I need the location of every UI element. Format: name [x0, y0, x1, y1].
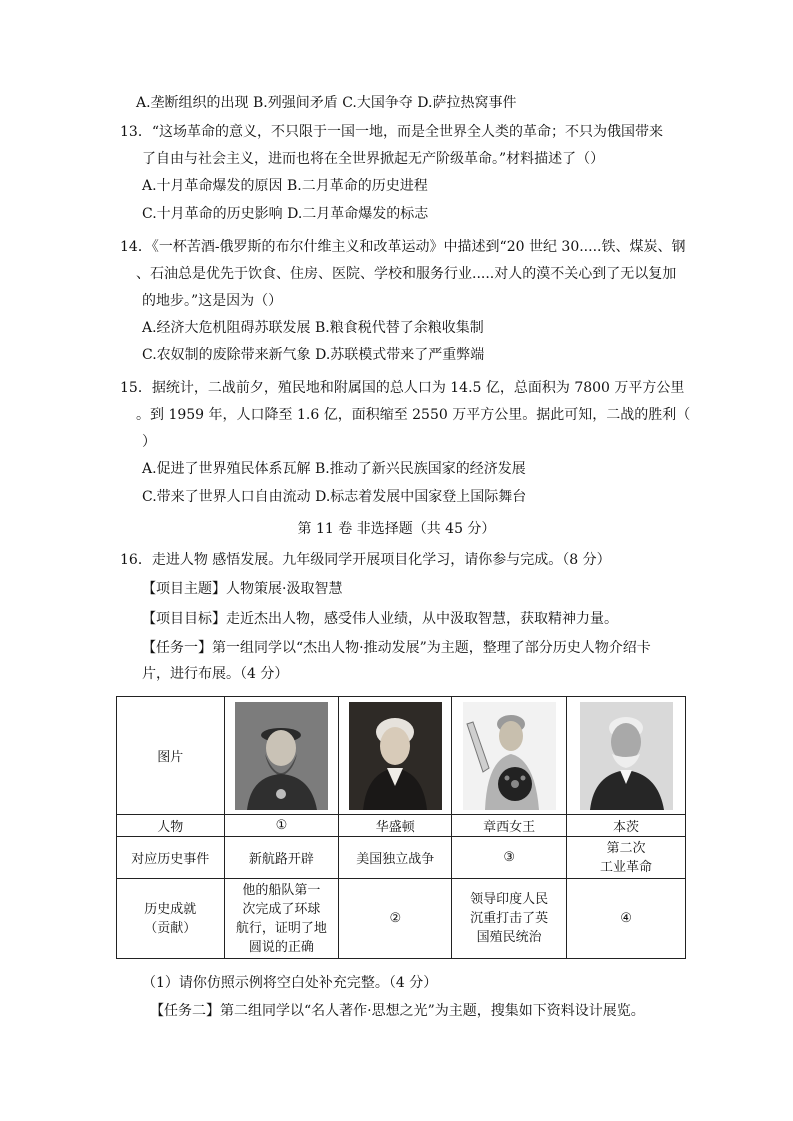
benz-portrait — [580, 702, 673, 810]
ach3-line2: 沉重打击了英 — [470, 911, 549, 926]
event-blank-3: ③ — [452, 837, 567, 879]
event-second-industrial-revolution — [567, 837, 686, 879]
q16-task1-line2: 片，进行布展。（4 分） — [142, 666, 289, 682]
event4-line1: 第二次 — [606, 840, 646, 856]
ach1-line1: 他的船队第一 — [242, 882, 321, 898]
people-card-table — [116, 696, 686, 959]
table-row-people — [117, 815, 686, 837]
q14-stem-line2: 、石油总是优先于饮食、住房、医院、学校和服务行业.....对人的漠不关心到了无以复加 — [136, 266, 677, 282]
q15-options-line1: A.促进了世界殖民体系瓦解 B.推动了新兴民族国家的经济发展 — [142, 461, 526, 477]
row-label-people: 人物 — [117, 815, 225, 837]
q12-options: A.垄断组织的出现 B.列强间矛盾 C.大国争夺 D.萨拉热窝事件 — [136, 95, 517, 111]
portrait-cell-3 — [452, 697, 567, 815]
q16-goal: 【项目目标】走近杰出人物，感受伟人业绩，从中汲取智慧，获取精神力量。 — [142, 611, 618, 627]
event-us-independence: 美国独立战争 — [339, 837, 452, 879]
row-label-images: 图片 — [117, 697, 225, 815]
q14-stem-line1: 14．《一杯苦酒-俄罗斯的布尔什维主义和改革运动》中描述到“20 世纪 30.....铁、煤炭、钢 — [120, 239, 686, 255]
achievement-rani — [452, 879, 567, 959]
q15-options-line2: C.带来了世界人口自由流动 D.标志着发展中国家登上国际舞台 — [142, 489, 527, 505]
person-benz: 本茨 — [567, 815, 686, 837]
ach1-line4: 圆说的正确 — [248, 939, 314, 955]
event4-line2: 工业革命 — [600, 859, 653, 875]
q15-stem-line3: ） — [142, 434, 156, 450]
q14-options-line2: C.农奴制的废除带来新气象 D.苏联模式带来了严重弊端 — [142, 347, 485, 363]
person-rani: 章西女王 — [452, 815, 567, 837]
rani-portrait — [463, 702, 556, 810]
q15-stem-line1: 15．据统计，二战前夕，殖民地和附属国的总人口为 14.5 亿，总面积为 7800 万平方公里 — [120, 380, 685, 396]
achievement-label-line1: 历史成就 — [144, 901, 197, 917]
achievement-blank-4: ④ — [567, 879, 686, 959]
portrait-cell-2 — [339, 697, 452, 815]
q15-stem-line2: 。到 1959 年，人口降至 1.6 亿，面积缩至 2550 万平方公里。据此可知，二战的胜利（ — [136, 407, 691, 423]
person-blank-1: ① — [224, 815, 339, 837]
achievement-blank-2: ② — [339, 879, 452, 959]
portrait-cell-1 — [224, 697, 339, 815]
row-label-achievements — [117, 879, 225, 959]
q16-stem: 16．走进人物 感悟发展。九年级同学开展项目化学习，请你参与完成。（8 分） — [120, 552, 611, 568]
row-label-events: 对应历史事件 — [117, 837, 225, 879]
q13-options-line1: A.十月革命爆发的原因 B.二月革命的历史进程 — [142, 178, 428, 194]
person-washington: 华盛顿 — [339, 815, 452, 837]
table-row-images — [117, 697, 686, 815]
q16-theme: 【项目主题】人物策展·汲取智慧 — [142, 581, 343, 597]
ach3-line1: 领导印度人民 — [470, 892, 549, 907]
q16-sub1: （1）请你仿照示例将空白处补充完整。（4 分） — [142, 975, 438, 991]
q13-options-line2: C.十月革命的历史影响 D.二月革命爆发的标志 — [142, 206, 429, 222]
achievement-label-line2: （贡献） — [144, 920, 197, 936]
portrait-cell-4 — [567, 697, 686, 815]
q13-stem-line2: 了自由与社会主义，进而也将在全世界掀起无产阶级革命。”材料描述了（） — [142, 151, 605, 167]
q13-stem-line1: 13．“这场革命的意义，不只限于一国一地，而是全世界全人类的革命；不只为俄国带来 — [120, 124, 663, 140]
washington-portrait — [349, 702, 442, 810]
ach3-line3: 国殖民统治 — [476, 930, 542, 945]
q16-task1-line1: 【任务一】第一组同学以“杰出人物·推动发展”为主题，整理了部分历史人物介绍卡 — [142, 640, 651, 656]
event-new-routes: 新航路开辟 — [224, 837, 339, 879]
q14-stem-line3: 的地步。”这是因为（） — [142, 293, 283, 309]
q16-task2: 【任务二】第二组同学以“名人著作·思想之光”为主题，搜集如下资料设计展览。 — [150, 1003, 645, 1019]
section-title: 第 11 卷 非选择题（共 45 分） — [297, 521, 496, 537]
achievement-magellan — [224, 879, 339, 959]
magellan-portrait — [235, 702, 328, 810]
table-row-achievements — [117, 879, 686, 959]
ach1-line3: 航行，证明了地 — [235, 920, 327, 936]
ach1-line2: 次完成了环球 — [242, 901, 321, 917]
q14-options-line1: A.经济大危机阻碍苏联发展 B.粮食税代替了余粮收集制 — [142, 320, 484, 336]
table-row-events — [117, 837, 686, 879]
